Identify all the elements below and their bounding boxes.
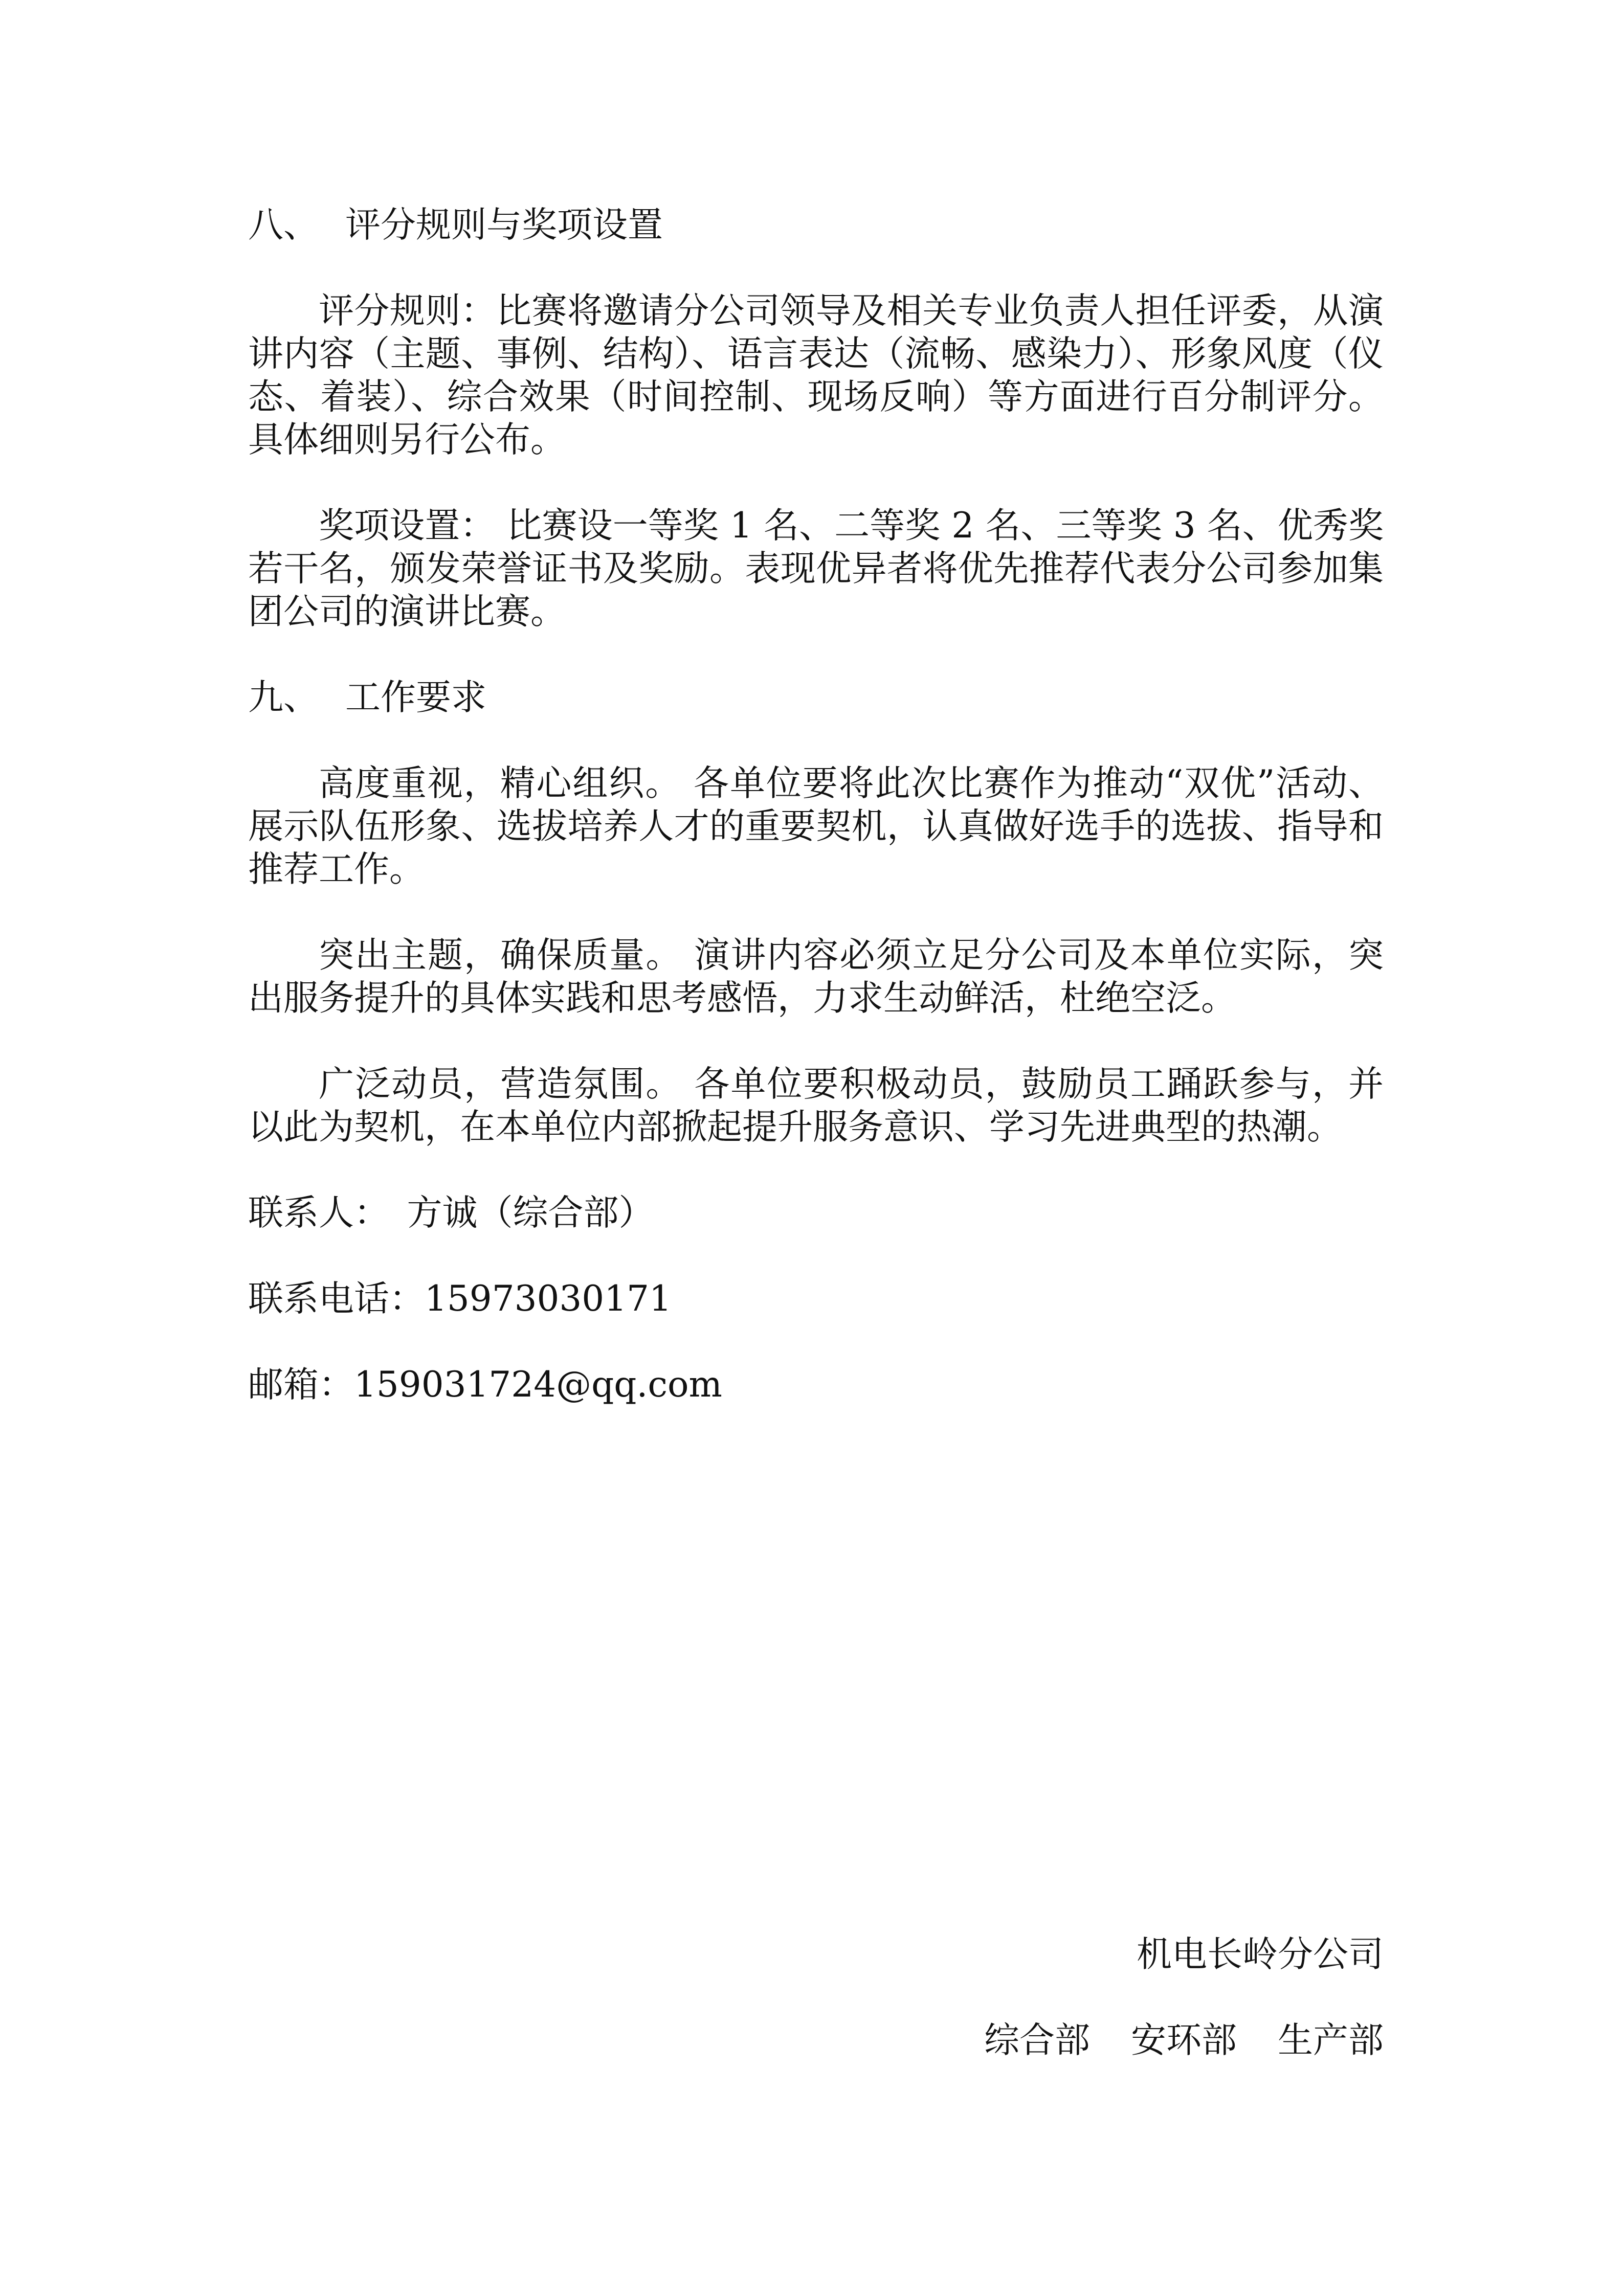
signature-department-3: 生产部 [1278, 2020, 1384, 2061]
contact-phone [248, 1277, 1384, 1320]
contact-email-label: 邮箱： [248, 1364, 354, 1405]
section-8-heading [248, 204, 1384, 246]
requirement-2-lead: 突出主题，确保质量。 [319, 935, 682, 976]
contact-email [248, 1363, 1384, 1406]
section-8-title: 评分规则与奖项设置 [345, 205, 663, 245]
contact-phone-label: 联系电话： [248, 1278, 425, 1319]
requirement-1-text: 各单位要将此次比赛作为推动“双优”活动、展示队伍形象、选拔培养人才的重要契机，认真做好选手的选拔、指导和推荐工作。 [248, 763, 1384, 890]
requirement-3-lead: 广泛动员，营造氛围。 [319, 1064, 682, 1105]
section-8-number: 八、 [248, 205, 319, 245]
contact-phone-value: 15973030171 [425, 1278, 672, 1319]
awards-paragraph [248, 504, 1384, 633]
awards-text: 比赛设一等奖 1 名、二等奖 2 名、三等奖 3 名、优秀奖若干名，颁发荣誉证书及奖励。表现优异者将优先推荐代表分公司参加集团公司的演讲比赛。 [248, 505, 1384, 632]
requirement-2-paragraph [248, 934, 1384, 1020]
scoring-rules-text: 比赛将邀请分公司领导及相关专业负责人担任评委，从演讲内容（主题、事例、结构）、语言表达（流畅、感染力）、形象风度（仪态、着装）、综合效果（时间控制、现场反响）等方面进行百分制评分。具体细则另行公布。 [248, 290, 1384, 460]
signature-organization: 机电长岭分公司 [1137, 1934, 1384, 1975]
signature-department-1: 综合部 [984, 2020, 1090, 2061]
awards-lead: 奖项设置： [319, 505, 496, 546]
scoring-rules-paragraph [248, 289, 1384, 461]
contact-person-value: 方诚（综合部） [371, 1192, 654, 1233]
section-9-number: 九、 [248, 677, 319, 718]
contact-email-value: 159031724@qq.com [354, 1364, 722, 1405]
signature-departments [984, 2019, 1384, 2062]
scoring-rules-lead: 评分规则： [319, 290, 497, 331]
requirement-3-paragraph [248, 1063, 1384, 1149]
section-9-heading [248, 676, 1384, 719]
contact-person-label: 联系人： [248, 1192, 372, 1233]
requirement-2-text: 演讲内容必须立足分公司及本单位实际，突出服务提升的具体实践和思考感悟，力求生动鲜活，杜绝空泛。 [248, 935, 1384, 1019]
contact-person [248, 1191, 1384, 1234]
requirement-1-lead: 高度重视，精心组织。 [319, 763, 682, 804]
requirement-1-paragraph [248, 762, 1384, 891]
section-9-title: 工作要求 [345, 677, 486, 718]
document-body [248, 204, 1384, 1406]
signature-department-2: 安环部 [1131, 2020, 1237, 2061]
requirement-3-text: 各单位要积极动员，鼓励员工踊跃参与，并以此为契机，在本单位内部掀起提升服务意识、学习先进典型的热潮。 [248, 1064, 1384, 1147]
